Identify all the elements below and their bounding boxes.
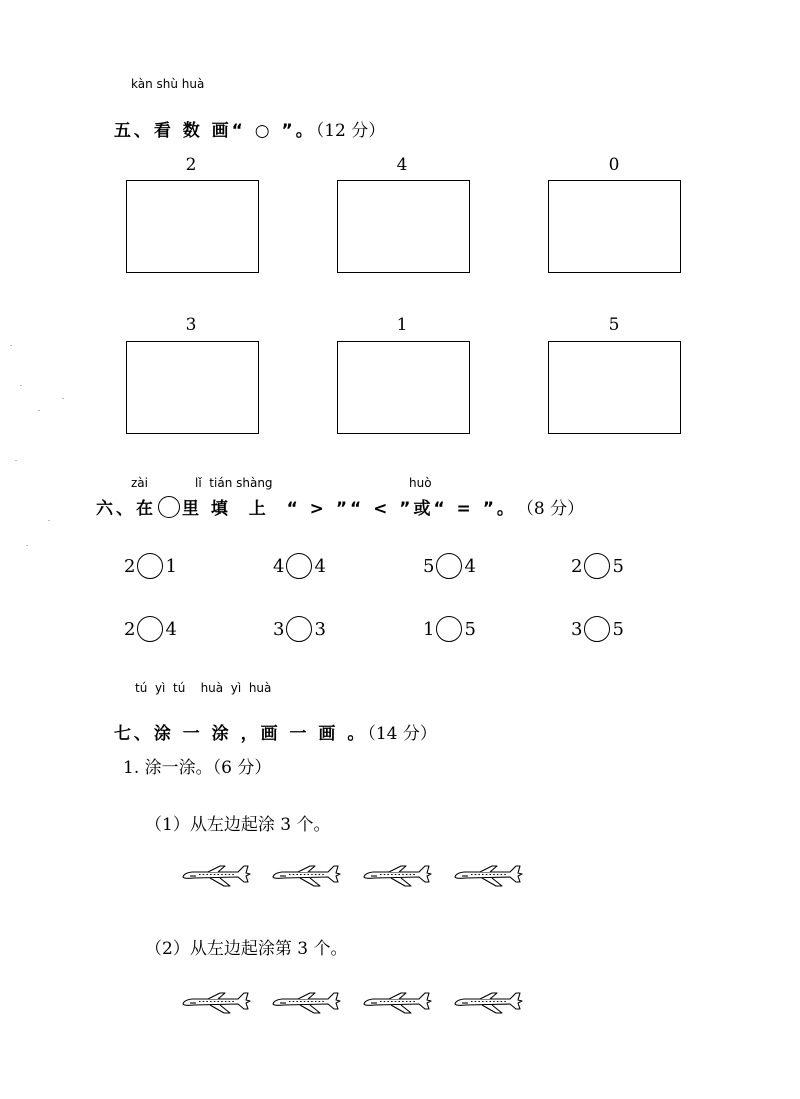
box-label-6: 5 (608, 315, 620, 335)
compare-left: 2 (571, 555, 583, 577)
answer-circle[interactable] (286, 553, 312, 579)
draw-box-6[interactable] (548, 341, 681, 434)
section5-pinyin: kàn shù huà (131, 77, 205, 91)
draw-box-2[interactable] (337, 180, 470, 273)
compare-item (571, 551, 624, 581)
draw-box-4[interactable] (126, 341, 259, 434)
section6-pinyin-li: lǐ tián shàng (195, 476, 273, 490)
draw-box-5[interactable] (337, 341, 470, 434)
airplane-icon[interactable] (180, 864, 252, 890)
section6-pinyin-huo: huò (409, 476, 432, 490)
section5-title-text: 五、看 数 画“ ○ ”。 (113, 121, 316, 141)
airplane-icon[interactable] (180, 991, 252, 1017)
section7-title (96, 699, 437, 744)
compare-right: 5 (612, 555, 624, 577)
box-label-4: 3 (185, 315, 197, 335)
section5-score: （12 分） (315, 121, 386, 141)
section6-pinyin-zai: zài (131, 476, 148, 490)
section7-title-text: 七、涂 一 涂 ，画 一 画 。 (113, 724, 368, 744)
compare-item (273, 614, 326, 644)
box-label-1: 2 (185, 155, 197, 175)
airplane-icon[interactable] (361, 991, 433, 1017)
question-1-1: （1）从左边起涂 3 个。 (145, 815, 331, 835)
answer-circle[interactable] (286, 616, 312, 642)
box-label-2: 4 (396, 155, 408, 175)
compare-item (124, 551, 177, 581)
section6-title-prefix: 六、在 (96, 499, 156, 519)
compare-right: 5 (464, 618, 476, 640)
box-label-3: 0 (608, 155, 620, 175)
answer-circle[interactable] (436, 616, 462, 642)
compare-right: 1 (165, 555, 177, 577)
compare-left: 3 (571, 618, 583, 640)
airplane-icon[interactable] (452, 864, 524, 890)
compare-item (124, 614, 177, 644)
compare-item (423, 551, 476, 581)
compare-right: 4 (314, 555, 326, 577)
compare-left: 1 (423, 618, 435, 640)
section7-score: （14 分） (367, 724, 437, 744)
answer-circle[interactable] (584, 553, 610, 579)
circle-icon (158, 496, 180, 518)
compare-left: 3 (273, 618, 285, 640)
answer-circle[interactable] (137, 616, 163, 642)
compare-right: 4 (464, 555, 476, 577)
airplane-icon[interactable] (270, 991, 342, 1017)
section6-title-suffix: 里 填 上 “ > ”“ < ”或“ = ”。 (182, 499, 517, 519)
compare-item (423, 614, 476, 644)
airplane-icon[interactable] (270, 864, 342, 890)
section6-score: （8 分） (516, 499, 585, 519)
compare-right: 4 (165, 618, 177, 640)
answer-circle[interactable] (584, 616, 610, 642)
airplane-icon[interactable] (452, 991, 524, 1017)
compare-left: 5 (423, 555, 435, 577)
section6-title (96, 494, 584, 519)
compare-right: 3 (314, 618, 326, 640)
answer-circle[interactable] (137, 553, 163, 579)
compare-left: 2 (124, 555, 136, 577)
compare-left: 4 (273, 555, 285, 577)
compare-right: 5 (612, 618, 624, 640)
section5-title (96, 96, 385, 141)
draw-box-1[interactable] (126, 180, 259, 273)
compare-item (273, 551, 326, 581)
answer-circle[interactable] (436, 553, 462, 579)
box-label-5: 1 (396, 315, 408, 335)
section7-pinyin: tú yì tú huà yì huà (135, 681, 272, 695)
compare-left: 2 (124, 618, 136, 640)
airplane-icon[interactable] (361, 864, 433, 890)
compare-item (571, 614, 624, 644)
question-1: 1. 涂一涂。（6 分） (123, 758, 272, 778)
draw-box-3[interactable] (548, 180, 681, 273)
question-1-2: （2）从左边起涂第 3 个。 (145, 939, 348, 959)
